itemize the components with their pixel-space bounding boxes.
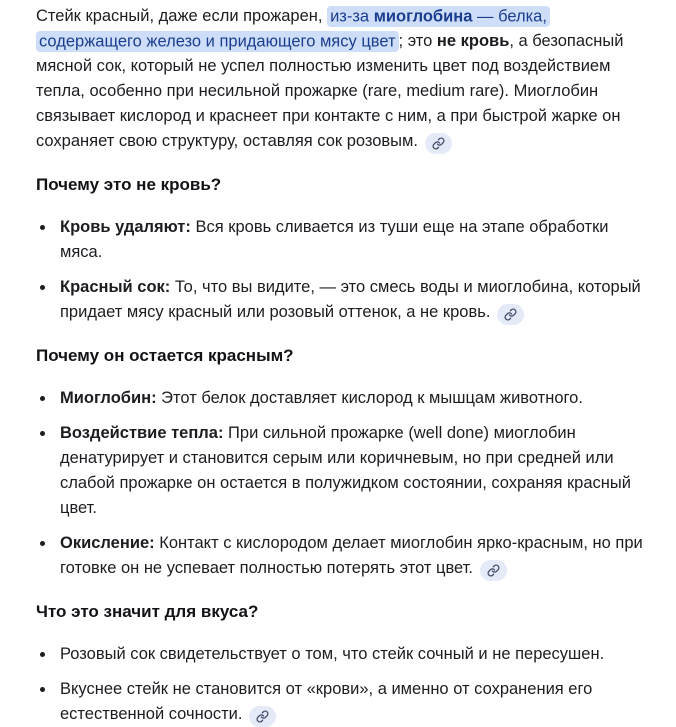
- list-item: [36, 642, 650, 667]
- list-item-lead: Красный сок:: [60, 278, 171, 296]
- text-segment: Стейк красный, даже если прожарен,: [36, 7, 328, 25]
- bullet-list: [36, 215, 650, 325]
- link-icon: [256, 710, 269, 723]
- list-item: [36, 386, 650, 411]
- section-heading: Почему это не кровь?: [36, 175, 222, 194]
- bullet-list: [36, 386, 650, 581]
- text-segment: Этот белок доставляет кислород к мышцам животного.: [156, 389, 583, 407]
- answer-sections: [36, 172, 650, 727]
- text-segment: Розовый сок свидетельствует о том, что стейк сочный и не пересушен.: [60, 645, 605, 663]
- list-item-lead: Воздействие тепла:: [60, 424, 224, 442]
- intro-paragraph: [36, 4, 650, 154]
- text-segment: миоглобина: [373, 7, 473, 25]
- text-segment: Вкуснее стейк не становится от «крови», а именно от сохранения его естественной сочности.: [60, 680, 593, 723]
- citation-chip[interactable]: [249, 706, 276, 727]
- text-segment: ; это: [398, 32, 437, 50]
- citation-chip[interactable]: [480, 560, 507, 581]
- list-item-lead: Окисление:: [60, 534, 155, 552]
- text-segment: При сильной прожарке (well done) миоглобин денатурирует и становится серым или коричневым, но при средней или слабой прожарке он остается в полужидком состоянии, сохраняя красный цвет.: [60, 424, 631, 517]
- list-item-lead: Кровь удаляют:: [60, 218, 191, 236]
- section-heading: Почему он остается красным?: [36, 346, 294, 365]
- text-segment: , а безопасный мясной сок, который не успел полностью изменить цвет под воздействием тепла, особенно при несильной прожарке (rare, medium rare). Миоглобин связывает кислород и краснеет при контакте с ним, а при быстрой жарке он сохраняет свою структуру, оставляя сок розовым.: [36, 32, 624, 150]
- text-segment: не кровь: [436, 32, 510, 50]
- bullet-list: [36, 642, 650, 727]
- text-segment: Вся кровь сливается из туши еще на этапе обработки мяса.: [60, 218, 609, 261]
- citation-chip[interactable]: [425, 133, 452, 154]
- link-icon: [487, 564, 500, 577]
- text-segment: То, что вы видите, — это смесь воды и миоглобина, который придает мясу красный или розовый оттенок, а не кровь.: [60, 278, 641, 321]
- list-item-lead: Миоглобин:: [60, 389, 157, 407]
- citation-chip[interactable]: [497, 304, 524, 325]
- text-segment: из-за: [330, 7, 374, 25]
- list-item: [36, 677, 650, 727]
- text-segment: — белка, содержащего железо и придающего мясу цвет: [39, 7, 547, 50]
- section-heading: Что это значит для вкуса?: [36, 602, 259, 621]
- list-item: [36, 215, 650, 265]
- link-icon: [432, 137, 445, 150]
- list-item: [36, 421, 650, 521]
- link-icon: [504, 308, 517, 321]
- text-segment: Контакт с кислородом делает миоглобин ярко-красным, но при готовке он не успевает полностью потерять этот цвет.: [60, 534, 643, 577]
- list-item: [36, 531, 650, 581]
- list-item: [36, 275, 650, 325]
